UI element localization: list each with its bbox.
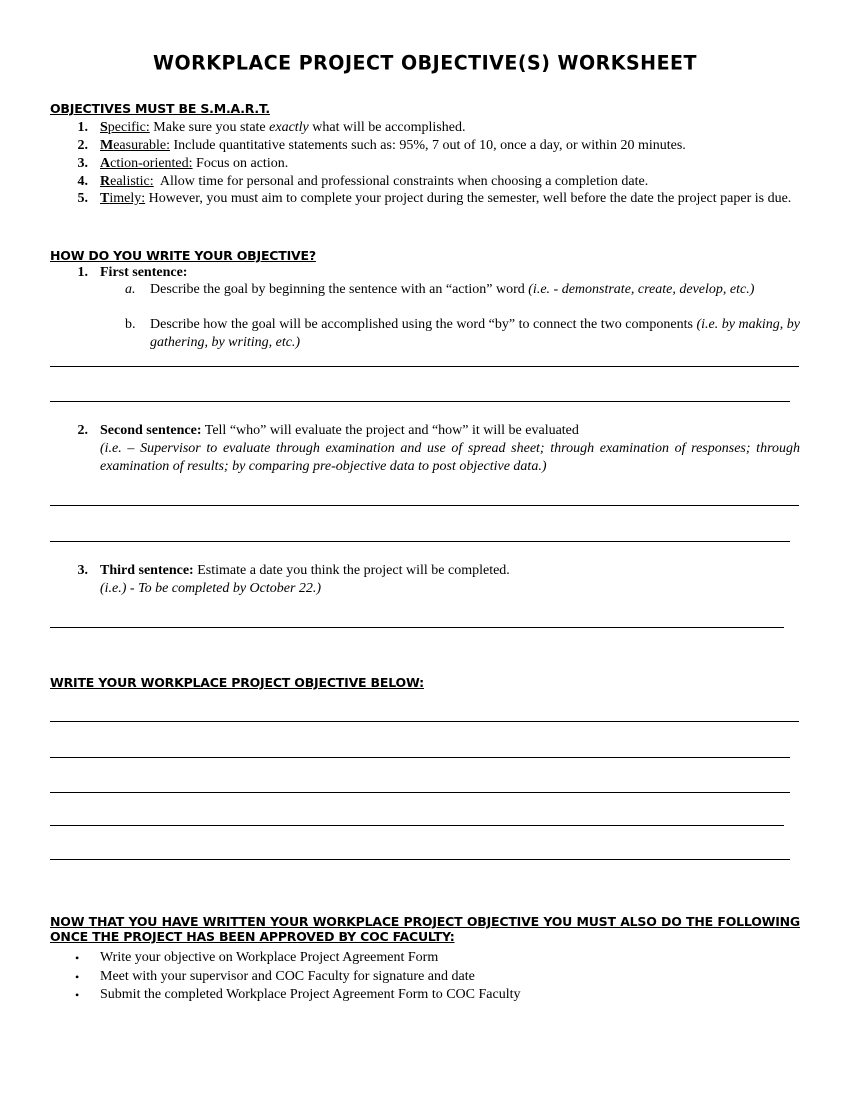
item-number: 2. bbox=[77, 423, 88, 438]
item-body: Include quantitative statements such as: 95%, 7 out of 10, once a day, or within 20 minutes. bbox=[169, 138, 686, 153]
page-title: WORKPLACE PROJECT OBJECTIVE(S) WORKSHEET bbox=[153, 51, 697, 75]
first-sentence-label: First sentence: bbox=[100, 265, 188, 280]
smart-letter: M bbox=[100, 138, 114, 153]
item-body: Allow time for personal and professional constraints when choosing a completion date. bbox=[153, 174, 649, 189]
sub-text bbox=[150, 281, 800, 299]
answer-line[interactable] bbox=[50, 505, 799, 506]
item-body: Make sure you state bbox=[149, 120, 270, 135]
item-text bbox=[100, 190, 800, 208]
smart-letter: T bbox=[100, 191, 110, 206]
item-text bbox=[100, 137, 686, 155]
item-text bbox=[100, 422, 579, 440]
answer-line[interactable] bbox=[50, 366, 799, 367]
write-heading: WRITE YOUR WORKPLACE PROJECT OBJECTIVE BELOW: bbox=[50, 675, 424, 690]
sub-body: Describe the goal by beginning the sentence with an “action” word bbox=[150, 282, 529, 297]
sub-text bbox=[150, 316, 800, 352]
smart-label: ction-oriented: bbox=[110, 156, 193, 171]
how-heading: HOW DO YOU WRITE YOUR OBJECTIVE? bbox=[50, 248, 316, 263]
smart-label: pecific: bbox=[107, 120, 150, 135]
item-number: 1. bbox=[77, 120, 88, 135]
answer-line[interactable] bbox=[50, 401, 790, 402]
smart-label: imely: bbox=[109, 191, 146, 206]
sub-example: (i.e. - demonstrate, create, develop, etc.) bbox=[528, 282, 755, 297]
sub-body: Describe how the goal will be accomplished using the word “by” to connect the two components bbox=[150, 317, 697, 332]
item-number: 4. bbox=[77, 174, 88, 189]
sub-example: (i.e. by making, by gathering, by writing, etc.) bbox=[150, 317, 800, 350]
objective-line[interactable] bbox=[50, 825, 784, 826]
item-text bbox=[100, 173, 648, 191]
smart-letter: R bbox=[100, 174, 111, 189]
third-sentence-example: (i.e.) - To be completed by October 22.) bbox=[100, 581, 322, 596]
smart-letter: S bbox=[100, 120, 108, 135]
item-body: Focus on action. bbox=[192, 156, 289, 171]
item-number: 5. bbox=[77, 191, 88, 206]
sub-marker: b. bbox=[125, 317, 136, 332]
objective-line[interactable] bbox=[50, 859, 790, 860]
next-step-text: Write your objective on Workplace Project Agreement Form bbox=[100, 950, 439, 965]
next-step-text: Meet with your supervisor and COC Faculty for signature and date bbox=[100, 969, 475, 984]
smart-heading: OBJECTIVES MUST BE S.M.A.R.T. bbox=[50, 101, 270, 116]
item-number: 2. bbox=[77, 138, 88, 153]
item-body: what will be accomplished. bbox=[308, 120, 466, 135]
objective-line[interactable] bbox=[50, 721, 799, 722]
item-body: Tell “who” will evaluate the project and “how” it will be evaluated bbox=[201, 423, 579, 438]
bullet-icon: • bbox=[75, 970, 80, 984]
objective-line[interactable] bbox=[50, 792, 790, 793]
item-number: 3. bbox=[77, 563, 88, 578]
second-sentence-label: Second sentence: bbox=[100, 423, 202, 438]
smart-letter: A bbox=[100, 156, 111, 171]
item-number: 3. bbox=[77, 156, 88, 171]
item-text bbox=[100, 155, 288, 173]
bullet-icon: • bbox=[75, 988, 80, 1002]
item-number: 1. bbox=[77, 265, 88, 280]
bullet-icon: • bbox=[75, 951, 80, 965]
sub-marker: a. bbox=[125, 282, 136, 297]
smart-label: easurable: bbox=[113, 138, 170, 153]
item-text bbox=[100, 119, 465, 137]
answer-line[interactable] bbox=[50, 541, 790, 542]
item-body: However, you must aim to complete your project during the semester, well before the date the project paper is due. bbox=[145, 191, 792, 206]
item-emphasis: exactly bbox=[269, 120, 309, 135]
objective-line[interactable] bbox=[50, 757, 790, 758]
second-sentence-example: (i.e. – Supervisor to evaluate through examination and use of spread sheet; through examination of responses; through examination of results; by comparing pre-objective data to post objective data.) bbox=[100, 441, 800, 474]
next-step-text: Submit the completed Workplace Project Agreement Form to COC Faculty bbox=[100, 987, 521, 1002]
next-steps-heading: NOW THAT YOU HAVE WRITTEN YOUR WORKPLACE PROJECT OBJECTIVE YOU MUST ALSO DO THE FOLLOWING ONCE THE PROJECT HAS BEEN APPROVED BY COC FACULTY: bbox=[50, 914, 800, 944]
third-sentence-label: Third sentence: bbox=[100, 563, 194, 578]
smart-label: ealistic: bbox=[110, 174, 154, 189]
item-text bbox=[100, 562, 510, 580]
answer-line[interactable] bbox=[50, 627, 784, 628]
item-body: Estimate a date you think the project will be completed. bbox=[193, 563, 510, 578]
